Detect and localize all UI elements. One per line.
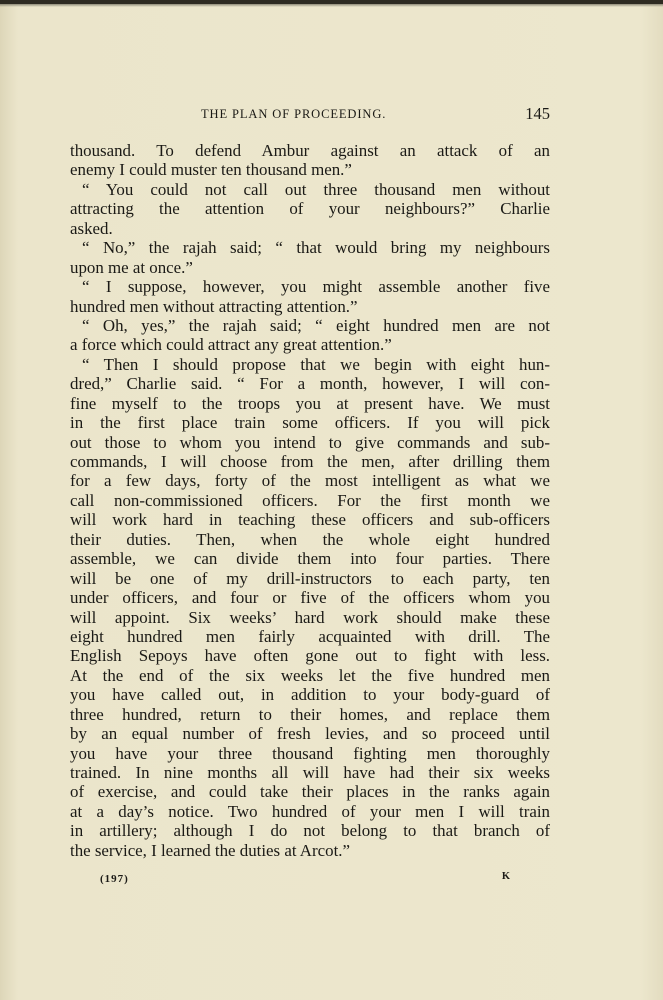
text-line: out those to whom you intend to give commands and sub- xyxy=(70,432,550,452)
text-line: by an equal number of fresh levies, and so proceed until xyxy=(70,724,550,744)
body-text xyxy=(70,141,550,860)
text-line: “ Then I should propose that we begin with eight hun- xyxy=(82,354,550,374)
text-line: dred,” Charlie said. “ For a month, however, I will con- xyxy=(70,374,550,394)
text-line: “ No,” the rajah said; “ that would bring my neighbours xyxy=(82,238,550,258)
text-line: commands, I will choose from the men, after drilling them xyxy=(70,452,550,471)
printer-signature: (197) xyxy=(100,873,129,885)
text-line: enemy I could muster ten thousand men.” xyxy=(70,160,352,180)
text-line: fine myself to the troops you at present have. We must xyxy=(70,393,550,413)
text-line: will be one of my drill-instructors to each party, ten xyxy=(70,568,550,588)
text-line: “ You could not call out three thousand men without xyxy=(82,179,550,199)
text-line: at a day’s notice. Two hundred of your men I will train xyxy=(70,801,550,821)
text-line: will appoint. Six weeks’ hard work should make these xyxy=(70,607,550,627)
text-line: asked. xyxy=(70,218,113,238)
text-line: in the first place train some officers. If you will pick xyxy=(70,413,550,433)
running-head xyxy=(70,104,550,127)
text-line: upon me at once.” xyxy=(70,257,193,277)
text-line: their duties. Then, when the whole eight hundred xyxy=(70,529,550,549)
text-line: assemble, we can divide them into four parties. There xyxy=(70,549,550,569)
text-line: attracting the attention of your neighbours?” Charlie xyxy=(70,199,550,219)
text-line: hundred men without attracting attention.” xyxy=(70,296,358,316)
text-line: call non-commissioned officers. For the first month we xyxy=(70,490,550,510)
text-line: of exercise, and could take their places in the ranks again xyxy=(70,782,550,802)
running-title: THE PLAN OF PROCEEDING. xyxy=(201,107,387,121)
text-line: in artillery; although I do not belong to that branch of xyxy=(70,821,550,841)
text-line: you have called out, in addition to your body-guard of xyxy=(70,685,550,705)
text-line: three hundred, return to their homes, and replace them xyxy=(70,704,550,724)
text-line: thousand. To defend Ambur against an attack of an xyxy=(70,141,550,160)
text-line: under officers, and four or five of the officers whom you xyxy=(70,588,550,608)
page-footer xyxy=(100,873,510,889)
text-line: English Sepoys have often gone out to fight with less. xyxy=(70,646,550,666)
sheet-signature-letter: K xyxy=(501,871,510,882)
text-line: eight hundred men fairly acquainted with drill. The xyxy=(70,626,550,646)
text-line: trained. In nine months all will have had their six weeks xyxy=(70,763,550,782)
text-line: “ I suppose, however, you might assemble another five xyxy=(82,277,550,297)
text-line: the service, I learned the duties at Arcot.” xyxy=(70,840,350,860)
page-top-shadow xyxy=(0,4,663,7)
text-line: you have your three thousand fighting men thoroughly xyxy=(70,743,550,763)
text-line: will work hard in teaching these officers and sub-officers xyxy=(70,510,550,530)
text-line: At the end of the six weeks let the five hundred men xyxy=(70,665,550,685)
text-line: for a few days, forty of the most intelligent as what we xyxy=(70,471,550,491)
text-line: “ Oh, yes,” the rajah said; “ eight hundred men are not xyxy=(82,315,550,335)
text-line: a force which could attract any great attention.” xyxy=(70,335,392,355)
page-number: 145 xyxy=(525,104,550,123)
